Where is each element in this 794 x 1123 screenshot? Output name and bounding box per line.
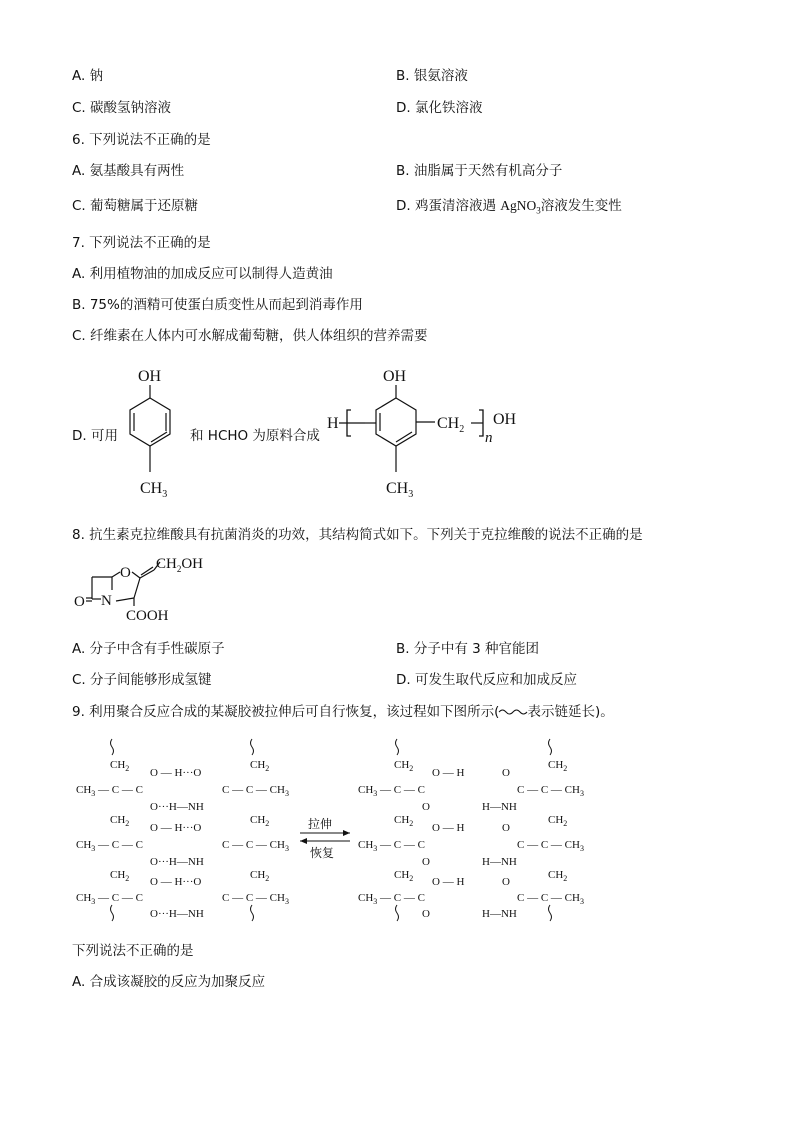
q8-option-b: B. 分子中有 3 种官能团 [396,641,540,657]
ring-o-label: O [120,565,131,581]
h-end-label: H [327,415,339,432]
svg-text:C — C — CH3: C — C — $CH_3$ [222,784,289,798]
svg-text:CH2: $CH_2$ [394,759,414,773]
svg-text:CH2: $CH_2$ [110,869,130,883]
svg-text:O — H: O — H [432,876,465,888]
cooh-label: COOH [126,608,169,624]
phenolic-resin-structure [325,360,540,505]
q7-option-d-prefix: D. 可用 [72,428,118,444]
svg-text:拉伸: 拉伸 [308,817,333,831]
gel-stretch-diagram [72,735,632,930]
svg-text:CH2: $CH_2$ [548,869,568,883]
svg-text:O: O [422,801,430,813]
ch3-label: $CH_3$ [140,480,168,500]
svg-text:O: O [502,876,510,888]
q7-option-a: A. 利用植物油的加成反应可以制得人造黄油 [72,266,333,282]
bonded-chains-left [76,759,289,920]
q7-stem: 7. 下列说法不正确的是 [72,235,211,251]
svg-text:O — H: O — H [432,822,465,834]
svg-text:CH3 — C — C: $CH_3$ — C — C [76,784,143,798]
equilibrium-arrows [300,816,350,860]
svg-text:O — H: O — H [432,767,465,779]
q5-option-a: A. 钠 [72,68,104,84]
svg-text:CH3 — C — C: $CH_3$ — C — C [358,839,425,853]
svg-text:H—NH: H—NH [482,801,517,813]
svg-text:CH2: $CH_2$ [394,869,414,883]
separated-chains-right [358,759,584,920]
q6-option-d: D. 鸡蛋清溶液遇 AgNO$_3$溶液发生变性 [396,198,622,216]
svg-text:O — H···O: O — H···O [150,876,202,888]
ch3-label: $CH_3$ [386,480,414,500]
svg-text:恢复: 恢复 [310,846,335,860]
svg-text:H—NH: H—NH [482,856,517,868]
svg-text:C — C — CH3: C — C — $CH_3$ [222,892,289,906]
svg-text:CH2: $CH_2$ [250,869,270,883]
q7-option-d-middle: 和 HCHO 为原料合成 [190,428,320,444]
svg-text:C — C — CH3: C — C — $CH_3$ [517,839,584,853]
q9-stem: 9. 利用聚合反应合成的某凝胶被拉伸后可自行恢复，该过程如下图所示( 表示链延长)。 [72,704,614,720]
svg-text:O···H—NH: O···H—NH [150,908,204,920]
svg-text:CH2: $CH_2$ [548,759,568,773]
q9-option-a: A. 合成该凝胶的反应为加聚反应 [72,974,266,990]
q6-option-a: A. 氨基酸具有两性 [72,163,185,179]
svg-text:CH2: $CH_2$ [110,814,130,828]
svg-text:CH2: $CH_2$ [250,814,270,828]
oh-label: OH [383,368,407,385]
svg-text:C — C — CH3: C — C — $CH_3$ [517,784,584,798]
q8-option-a: A. 分子中含有手性碳原子 [72,641,225,657]
p-cresol-structure [120,360,190,505]
svg-text:CH2: $CH_2$ [394,814,414,828]
ch2-label: $CH_2$ [437,415,465,435]
svg-text:C — C — CH3: C — C — $CH_3$ [222,839,289,853]
q5-option-d: D. 氯化铁溶液 [396,100,483,116]
q7-option-c: C. 纤维素在人体内可水解成葡萄糖，供人体组织的营养需要 [72,328,428,344]
svg-text:O···H—NH: O···H—NH [150,801,204,813]
svg-text:O···H—NH: O···H—NH [150,856,204,868]
svg-text:CH3 — C — C: $CH_3$ — C — C [358,784,425,798]
q5-option-c: C. 碳酸氢钠溶液 [72,100,172,116]
svg-text:O: O [502,767,510,779]
oh-label: OH [138,368,162,385]
n-subscript: n [485,430,493,446]
svg-text:CH2: $CH_2$ [548,814,568,828]
wavy-line-icon [499,708,527,716]
svg-text:O: O [502,822,510,834]
svg-text:C — C — CH3: C — C — $CH_3$ [517,892,584,906]
svg-text:CH3 — C — C: $CH_3$ — C — C [358,892,425,906]
ch2oh-label: $CH_2OH$ [156,556,204,574]
svg-text:CH2: $CH_2$ [250,759,270,773]
svg-text:O: O [422,908,430,920]
ketone-o-label: O [74,594,85,610]
q6-stem: 6. 下列说法不正确的是 [72,132,211,148]
svg-text:O — H···O: O — H···O [150,822,202,834]
n-label: N [101,593,112,609]
clavulanic-acid-structure [72,552,222,627]
svg-text:O: O [422,856,430,868]
svg-text:CH2: $CH_2$ [110,759,130,773]
svg-text:O — H···O: O — H···O [150,767,202,779]
q8-option-d: D. 可发生取代反应和加成反应 [396,672,577,688]
q8-option-c: C. 分子间能够形成氢键 [72,672,212,688]
q9-question: 下列说法不正确的是 [72,943,194,959]
q6-option-b: B. 油脂属于天然有机高分子 [396,163,563,179]
q8-stem: 8. 抗生素克拉维酸具有抗菌消炎的功效，其结构简式如下。下列关于克拉维酸的说法不正确的是 [72,527,643,543]
q5-option-b: B. 银氨溶液 [396,68,468,84]
q6-option-c: C. 葡萄糖属于还原糖 [72,198,199,214]
svg-text:H—NH: H—NH [482,908,517,920]
svg-text:CH3 — C — C: $CH_3$ — C — C [76,839,143,853]
q7-option-b: B. 75%的酒精可使蛋白质变性从而起到消毒作用 [72,297,363,313]
oh-end-label: OH [493,411,517,428]
svg-text:CH3 — C — C: $CH_3$ — C — C [76,892,143,906]
